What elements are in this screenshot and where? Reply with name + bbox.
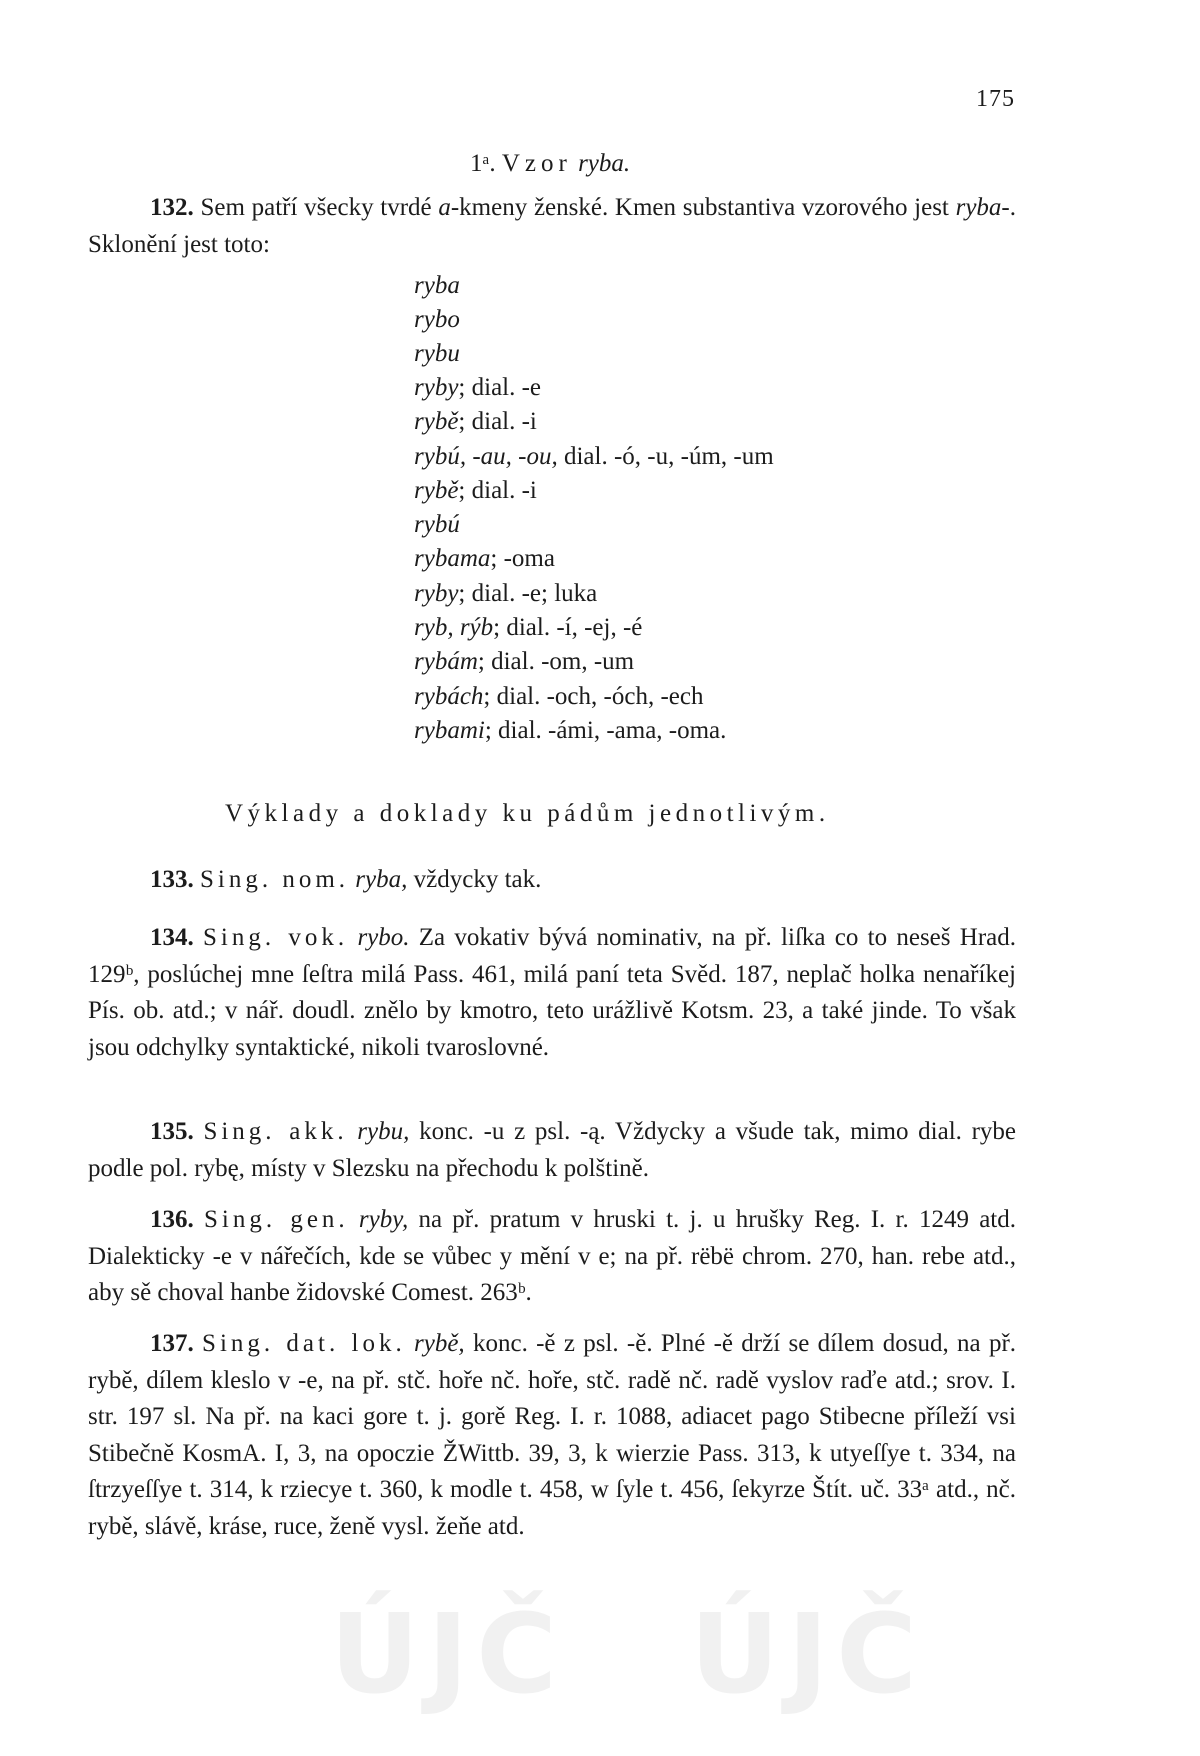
paragraph-italic: a xyxy=(438,194,451,221)
watermark-logo: ÚJČ xyxy=(690,1590,925,1718)
case-form: ryb, rýb xyxy=(414,614,494,641)
paragraph-133 xyxy=(88,862,1016,899)
paradigm-heading xyxy=(470,150,630,178)
paragraph-135 xyxy=(88,1114,1016,1187)
paragraph-italic: rybo. xyxy=(357,924,410,951)
paragraph-italic: ryba- xyxy=(955,194,1010,221)
case-form: ryby xyxy=(414,374,459,401)
case-heading: Sing. akk. xyxy=(203,1118,348,1145)
case-heading: Sing. gen. xyxy=(203,1206,349,1233)
paragraph-text: vždycky tak. xyxy=(407,866,542,893)
paragraph-text: Za vokativ bývá nominativ, na př. liſka co to neseš Hrad. 129ᵇ, poslúchej mne ſeſtra milá Pass. 461, milá paní teta Svěd. 187, neplač holka nenaříkej Pís. ob. atd.; v nář. doudl. znělo by kmotro, teto urážlivě Kotsm. 23, a také jinde. To však jsou odchylky syntaktické, nikoli tvaroslovné. xyxy=(88,924,1017,1061)
case-form: ryba xyxy=(414,272,460,299)
case-form: rybú xyxy=(414,511,460,538)
paragraph-132 xyxy=(88,190,1016,263)
case-note: dial. -ó, -u, -úm, -um xyxy=(557,443,774,470)
case-form: rybami xyxy=(414,717,485,744)
page-number: 175 xyxy=(976,86,1015,112)
case-note: ; dial. -e xyxy=(458,374,542,401)
paragraph-number: 134. xyxy=(150,924,194,951)
case-form: rybo xyxy=(414,306,460,333)
case-heading: Sing. nom. xyxy=(200,866,350,893)
paragraph-italic: rybu, xyxy=(357,1118,410,1145)
paragraph-number: 132. xyxy=(150,194,194,221)
case-form: rybú, -au, -ou, xyxy=(414,443,558,470)
case-form: rybě xyxy=(414,408,459,435)
paragraph-text: . Sklonění jest toto: xyxy=(88,194,1016,258)
case-form: rybu xyxy=(414,340,460,367)
paragraph-number: 135. xyxy=(150,1118,194,1145)
case-form: rybama xyxy=(414,545,491,572)
case-form: ryby xyxy=(414,580,459,607)
heading-word: ryba. xyxy=(578,150,631,177)
section-title: Výklady a doklady ku pádům jednotlivým. xyxy=(225,800,830,827)
paragraph-text: na př. pratum v hruski t. j. u hrušky Reg. I. r. 1249 atd. Dialekticky -e v nářečích, kde se vůbec y mění v e; na př. rëbë chrom. 270, han. rebe atd., aby sě choval hanbe židovské Comest. 263ᵇ. xyxy=(88,1206,1016,1306)
case-note: ; dial. -och, -óch, -ech xyxy=(483,683,704,710)
case-note: ; dial. -í, -ej, -é xyxy=(493,614,643,641)
paragraph-134 xyxy=(88,920,1016,1066)
paragraph-number: 133. xyxy=(150,866,194,893)
case-heading: Sing. dat. lok. xyxy=(202,1330,406,1357)
case-note: ; dial. -om, -um xyxy=(477,648,635,675)
case-form: rybách xyxy=(414,683,484,710)
case-heading: Sing. vok. xyxy=(203,924,349,951)
heading-prefix: 1ᵃ. xyxy=(470,150,496,177)
case-note: ; dial. -i xyxy=(458,408,537,435)
paragraph-italic: rybě, xyxy=(414,1330,465,1357)
paragraph-136 xyxy=(88,1202,1016,1312)
paragraph-text: Sem patří všecky tvrdé xyxy=(193,194,439,221)
paragraph-137 xyxy=(88,1326,1016,1545)
paragraph-italic: ryba, xyxy=(355,866,408,893)
case-note: ; dial. -ámi, -ama, -oma. xyxy=(484,717,727,744)
paragraph-text: konc. -ě z psl. -ě. Plné -ě drží se dílem dosud, na př. rybě, dílem kleslo v -e, na př. stč. hoře nč. hoře, stč. radě nč. radě vyslov raďe atd.; srov. I. str. 197 sl. Na př. na kaci gore t. j. gorě Reg. I. r. 1088, adiacet pago Stibecne příleží vsi Stibečně KosmA. I, 3, na opoczie ŽWittb. 39, 3, k wierzie Pass. 313, k utyeſſye t. 334, na ſtrzyeſſye t. 314, k rziecye t. 360, k modle t. 458, w ſyle t. 456, ſekyrze Štít. uč. 33ᵃ atd., nč. rybě, slávě, kráse, ruce, ženě vysl. žeňe atd. xyxy=(88,1330,1017,1540)
paragraph-number: 136. xyxy=(150,1206,194,1233)
paragraph-number: 137. xyxy=(150,1330,194,1357)
case-note: ; -oma xyxy=(490,545,555,572)
case-form: rybě xyxy=(414,477,459,504)
paragraph-text: konc. -u z psl. -ą. Vždycky a všude tak, mimo dial. rybe podle pol. rybę, místy v Slezsku na přechodu k polštině. xyxy=(88,1118,1017,1182)
watermark-logo: ÚJČ xyxy=(330,1590,565,1718)
case-note: ; dial. -i xyxy=(458,477,537,504)
heading-spaced: Vzor xyxy=(501,150,572,177)
paragraph-italic: ryby, xyxy=(358,1206,409,1233)
case-form: rybám xyxy=(414,648,478,675)
case-note: ; dial. -e; luka xyxy=(458,580,598,607)
paragraph-text: -kmeny ženské. Kmen substantiva vzorového jest xyxy=(450,194,956,221)
